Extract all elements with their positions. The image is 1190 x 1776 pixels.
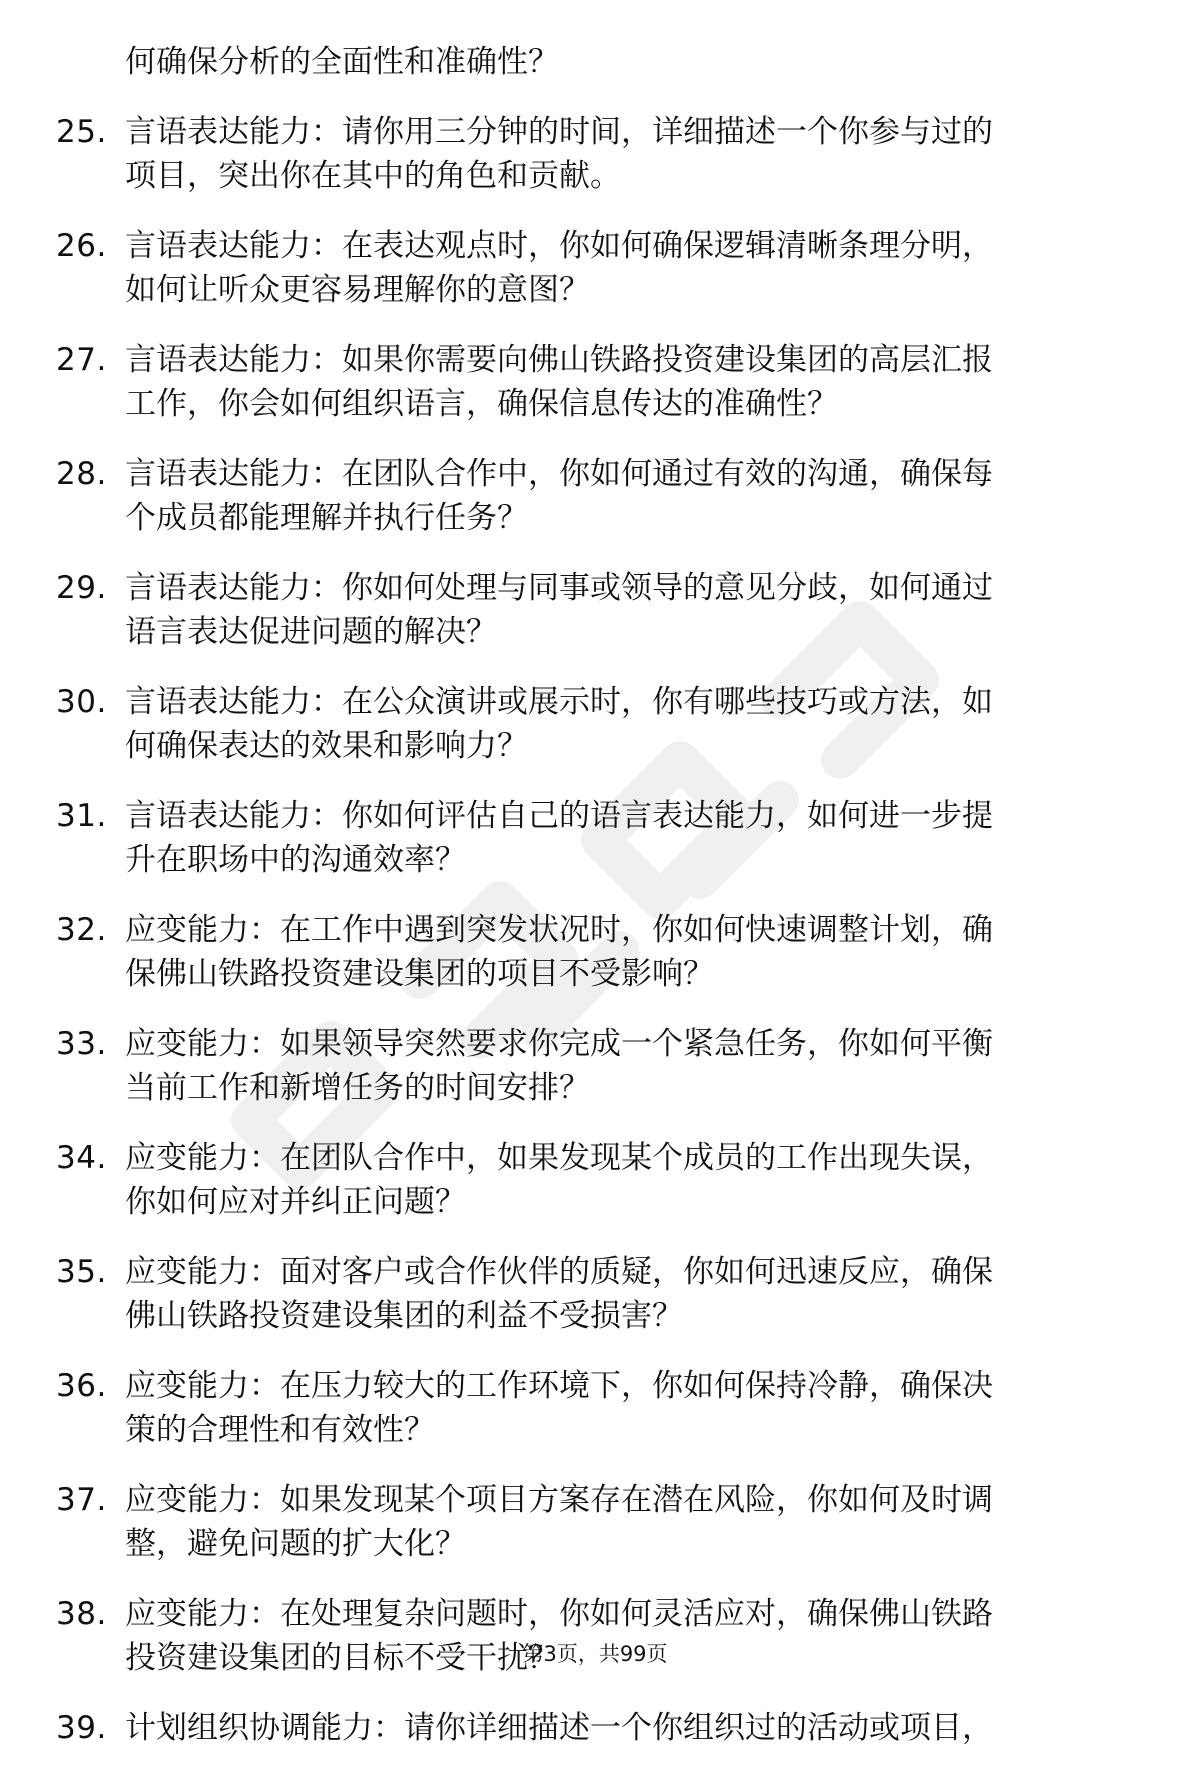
question-text: 应变能力：如果领导突然要求你完成一个紧急任务，你如何平衡 当前工作和新增任务的时间安排？ (125, 1026, 993, 1106)
question-number: 35. (56, 1254, 107, 1290)
question-text: 言语表达能力：你如何处理与同事或领导的意见分歧，如何通过 语言表达促进问题的解决？ (125, 570, 993, 650)
question-text: 言语表达能力：你如何评估自己的语言表达能力，如何进一步提 升在职场中的沟通效率？ (125, 798, 993, 878)
question-text: 应变能力：在压力较大的工作环境下，你如何保持冷静，确保决 策的合理性和有效性？ (125, 1368, 993, 1448)
question-number: 28. (56, 456, 107, 492)
question-text: 应变能力：如果发现某个项目方案存在潜在风险，你如何及时调 整，避免问题的扩大化？ (125, 1482, 993, 1562)
question-list (0, 40, 1190, 1776)
question-number: 38. (56, 1596, 107, 1632)
question-number: 34. (56, 1140, 107, 1176)
list-item (0, 680, 1190, 768)
question-text: 应变能力：面对客户或合作伙伴的质疑，你如何迅速反应，确保 佛山铁路投资建设集团的利益不受损害？ (125, 1254, 993, 1334)
question-text: 计划组织协调能力：请你详细描述一个你组织过的活动或项目， (125, 1710, 993, 1746)
list-item (0, 908, 1190, 996)
question-text: 应变能力：在工作中遇到突发状况时，你如何快速调整计划，确 保佛山铁路投资建设集团的项目不受影响？ (125, 912, 993, 992)
list-item (0, 110, 1190, 198)
question-text: 何确保分析的全面性和准确性？ (125, 44, 559, 80)
list-item (0, 224, 1190, 312)
question-text: 言语表达能力：在公众演讲或展示时，你有哪些技巧或方法，如 何确保表达的效果和影响力？ (125, 684, 993, 764)
list-item (0, 452, 1190, 540)
question-number: 36. (56, 1368, 107, 1404)
question-number: 33. (56, 1026, 107, 1062)
question-text: 言语表达能力：请你用三分钟的时间，详细描述一个你参与过的 项目，突出你在其中的角色和贡献。 (125, 114, 993, 194)
list-item (0, 1364, 1190, 1452)
list-item (0, 1022, 1190, 1110)
list-item-continuation (0, 40, 1190, 84)
question-number: 30. (56, 684, 107, 720)
list-item (0, 1136, 1190, 1224)
question-number: 37. (56, 1482, 107, 1518)
question-number: 25. (56, 114, 107, 150)
list-item (0, 1250, 1190, 1338)
question-number: 29. (56, 570, 107, 606)
question-number: 39. (56, 1710, 107, 1746)
question-text: 应变能力：在团队合作中，如果发现某个成员的工作出现失误， 你如何应对并纠正问题？ (125, 1140, 993, 1220)
list-item (0, 566, 1190, 654)
list-item (0, 794, 1190, 882)
question-number: 32. (56, 912, 107, 948)
list-item (0, 1478, 1190, 1566)
list-item (0, 338, 1190, 426)
question-text: 言语表达能力：在团队合作中，你如何通过有效的沟通，确保每 个成员都能理解并执行任务？ (125, 456, 993, 536)
question-number: 27. (56, 342, 107, 378)
page-footer: 第3页，共99页 (522, 1642, 668, 1666)
list-item (0, 1706, 1190, 1750)
question-text: 应变能力：在处理复杂问题时，你如何灵活应对，确保佛山铁路 投资建设集团的目标不受干扰？ (125, 1596, 993, 1676)
question-number: 31. (56, 798, 107, 834)
question-text: 言语表达能力：在表达观点时，你如何确保逻辑清晰条理分明， 如何让听众更容易理解你的意图？ (125, 228, 993, 308)
question-number: 26. (56, 228, 107, 264)
question-text: 言语表达能力：如果你需要向佛山铁路投资建设集团的高层汇报 工作，你会如何组织语言，确保信息传达的准确性？ (125, 342, 993, 422)
